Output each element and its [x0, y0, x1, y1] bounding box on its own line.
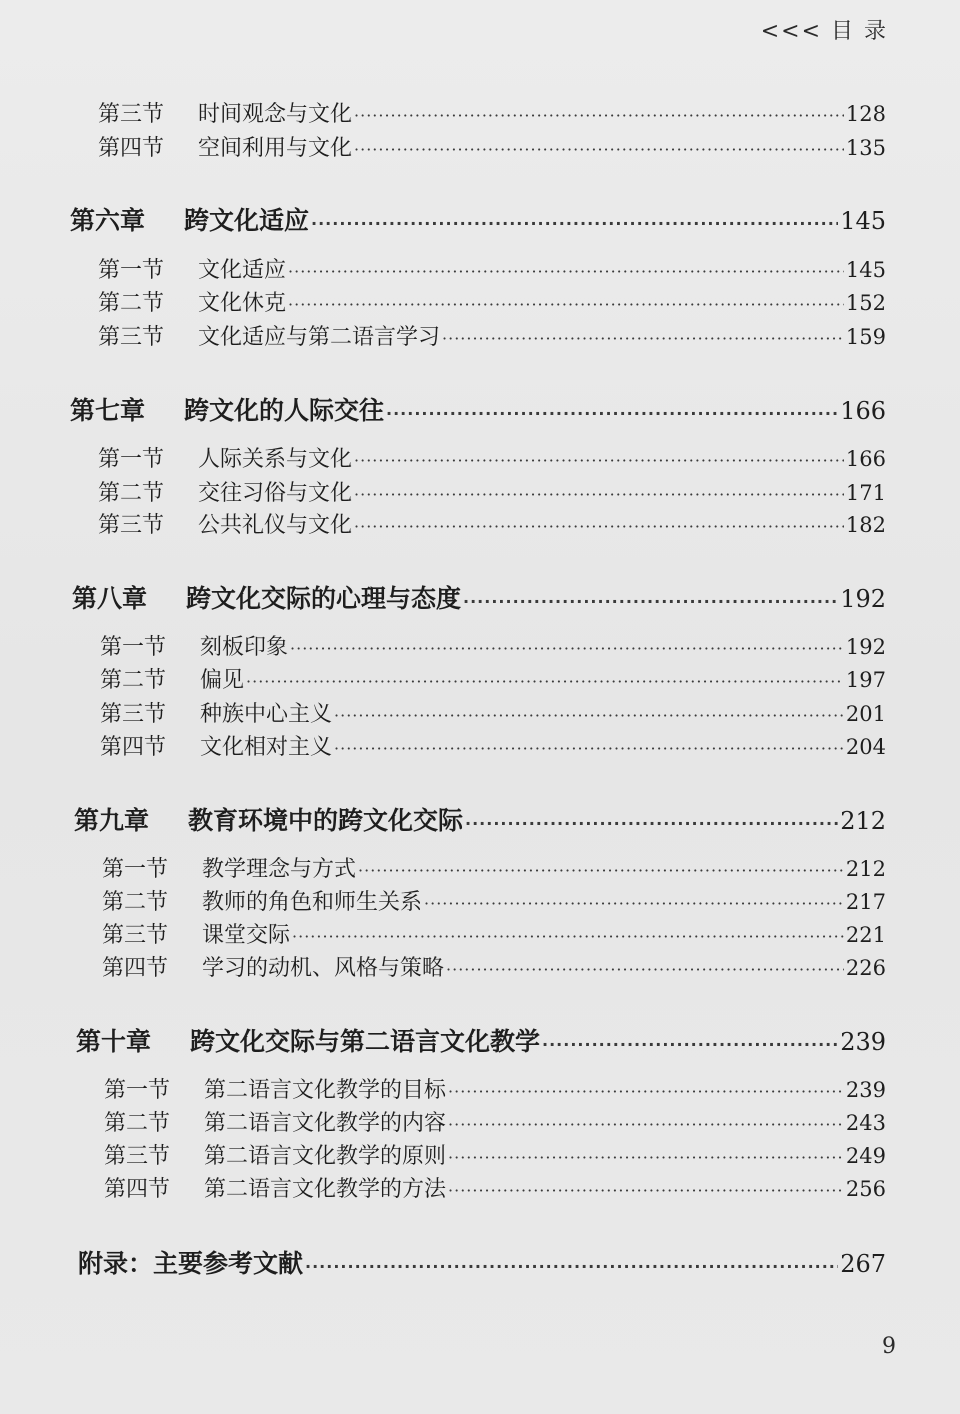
toc-entry-page: 217: [845, 890, 886, 914]
leader-dots: [448, 1181, 844, 1200]
leader-dots: [354, 451, 844, 470]
leader-dots: [448, 1115, 844, 1134]
toc-chapter[interactable]: [70, 391, 886, 427]
toc-chapter-title: 跨文化的人际交往: [184, 396, 385, 425]
toc-entry-number: 第二节: [98, 291, 165, 316]
leader-dots: [288, 295, 844, 314]
toc-entry-title: 时间观念与文化: [198, 102, 353, 127]
toc-entry-title: 空间利用与文化: [198, 136, 353, 161]
toc-entry-title: 第二语言文化教学的内容: [204, 1111, 447, 1136]
leader-dots: [354, 485, 844, 504]
toc-entry-page: 171: [845, 481, 886, 505]
toc-chapter-page: 212: [840, 807, 886, 835]
toc-chapter[interactable]: [76, 1022, 886, 1058]
leader-dots: [446, 960, 844, 979]
leader-dots: [448, 1148, 844, 1167]
toc-entry-number: 第四节: [98, 136, 165, 161]
toc-entry-title: 文化适应: [198, 258, 287, 283]
toc-entry-number: 第一节: [100, 635, 167, 660]
toc-entry-title: 刻板印象: [200, 635, 289, 660]
toc-chapter-title: 跨文化交际的心理与态度: [186, 584, 462, 613]
toc-entry-number: 第一节: [104, 1078, 171, 1103]
leader-dots: [386, 404, 838, 423]
toc-entry[interactable]: [104, 1139, 886, 1170]
leader-dots: [334, 706, 844, 725]
leader-dots: [463, 592, 838, 611]
toc-entry-page: 221: [845, 923, 886, 947]
toc-entry-page: 212: [845, 857, 886, 881]
toc-entry-page: 166: [845, 447, 886, 471]
leader-dots: [288, 262, 844, 281]
toc-entry-page: 159: [845, 325, 886, 349]
toc-entry-title: 种族中心主义: [200, 702, 333, 727]
toc-entry-number: 第一节: [98, 447, 165, 472]
toc-entry-number: 第一节: [102, 857, 169, 882]
toc-entry-page: 145: [845, 258, 886, 282]
toc-entry[interactable]: [104, 1106, 886, 1137]
toc-chapter-number: 第七章: [70, 396, 146, 425]
leader-dots: [311, 214, 838, 233]
toc-entry-page: 239: [845, 1078, 886, 1102]
toc-entry[interactable]: [102, 951, 886, 982]
toc-entry-page: 243: [845, 1111, 886, 1135]
toc-entry-number: 第三节: [98, 513, 165, 538]
toc-entry-number: 第三节: [104, 1144, 171, 1169]
leader-dots: [442, 329, 844, 348]
leader-dots: [354, 140, 844, 159]
toc-chapter-title: 教育环境中的跨文化交际: [188, 806, 464, 835]
toc-chapter-title: 跨文化适应: [184, 206, 310, 235]
toc-entry[interactable]: [102, 852, 886, 883]
toc-chapter-page: 192: [840, 585, 886, 613]
toc-entry[interactable]: [98, 286, 886, 317]
toc-entry-number: 第三节: [100, 702, 167, 727]
toc-entry-title: 第二语言文化教学的目标: [204, 1078, 447, 1103]
toc-entry-page: 249: [845, 1144, 886, 1168]
toc-entry-title: 公共礼仪与文化: [198, 513, 353, 538]
toc-entry-title: 文化休克: [198, 291, 287, 316]
toc-entry-number: 第二节: [100, 668, 167, 693]
toc-entry[interactable]: [98, 508, 886, 539]
toc-entry-title: 学习的动机、风格与策略: [202, 956, 445, 981]
toc-entry-title: 教师的角色和师生关系: [202, 890, 423, 915]
toc-chapter-number: 第六章: [70, 206, 146, 235]
toc-entry-number: 第四节: [104, 1177, 171, 1202]
toc-entry-title: 教学理念与方式: [202, 857, 357, 882]
toc-entry-title: 文化相对主义: [200, 735, 333, 760]
toc-entry-number: 第二节: [102, 890, 169, 915]
leader-dots: [290, 639, 844, 658]
leader-dots: [542, 1035, 838, 1054]
toc-entry[interactable]: [100, 630, 886, 661]
toc-entry-page: 201: [845, 702, 886, 726]
toc-entry-title: 偏见: [200, 668, 245, 693]
toc-entry[interactable]: [102, 885, 886, 916]
toc-entry[interactable]: [100, 697, 886, 728]
leader-dots: [448, 1082, 844, 1101]
toc-entry[interactable]: [98, 476, 886, 507]
leader-dots: [354, 517, 844, 536]
leader-dots: [358, 861, 844, 880]
toc-chapter-number: 第十章: [76, 1027, 152, 1056]
toc-entry-number: 第一节: [98, 258, 165, 283]
toc-chapter-title: 跨文化交际与第二语言文化教学: [190, 1027, 541, 1056]
toc-entry-title: 人际关系与文化: [198, 447, 353, 472]
toc-entry-title: 第二语言文化教学的原则: [204, 1144, 447, 1169]
toc-chapter-number: 第九章: [74, 806, 150, 835]
toc-entry-page: 204: [845, 735, 886, 759]
toc-appendix[interactable]: [78, 1244, 886, 1280]
toc-chapter[interactable]: [70, 201, 886, 237]
toc-entry-page: 182: [845, 513, 886, 537]
toc-chapter[interactable]: [74, 801, 886, 837]
toc-entry[interactable]: [102, 918, 886, 949]
leader-dots: [334, 739, 844, 758]
toc-chapter-page: 145: [840, 207, 886, 235]
toc-entry-number: 第三节: [98, 102, 165, 127]
toc-entry-number: 第三节: [98, 325, 165, 350]
toc-chapter[interactable]: [72, 579, 886, 615]
toc-entry-number: 第四节: [102, 956, 169, 981]
toc-entry-title: 第二语言文化教学的方法: [204, 1177, 447, 1202]
toc-appendix-page: 267: [840, 1250, 886, 1278]
leader-dots: [424, 894, 844, 913]
toc-entry[interactable]: [104, 1073, 886, 1104]
toc-entry-page: 152: [845, 291, 886, 315]
leader-dots: [354, 106, 844, 125]
toc-chapter-number: 第八章: [72, 584, 148, 613]
toc-entry[interactable]: [98, 442, 886, 473]
toc-entry[interactable]: [98, 320, 886, 351]
toc-entry[interactable]: [100, 730, 886, 761]
leader-dots: [305, 1257, 838, 1276]
toc-entry-page: 128: [845, 102, 886, 126]
leader-dots: [246, 672, 844, 691]
toc-entry[interactable]: [98, 131, 886, 162]
toc-entry[interactable]: [98, 97, 886, 128]
toc-entry-page: 192: [845, 635, 886, 659]
toc-entry-page: 256: [845, 1177, 886, 1201]
toc-entry-title: 交往习俗与文化: [198, 481, 353, 506]
leader-dots: [292, 927, 844, 946]
toc-chapter-page: 239: [840, 1028, 886, 1056]
toc-entry-page: 135: [845, 136, 886, 160]
page-number: 9: [882, 1334, 896, 1359]
toc-entry[interactable]: [100, 663, 886, 694]
toc-entry-page: 197: [845, 668, 886, 692]
toc-entry-number: 第二节: [104, 1111, 171, 1136]
toc-entry-title: 课堂交际: [202, 923, 291, 948]
toc-entry-page: 226: [845, 956, 886, 980]
toc-appendix-title: 附录：主要参考文献: [78, 1249, 304, 1278]
toc-chapter-page: 166: [840, 397, 886, 425]
toc-entry-number: 第二节: [98, 481, 165, 506]
toc-entry[interactable]: [98, 253, 886, 284]
running-header: <<< 目 录: [760, 19, 888, 44]
toc-entry-number: 第四节: [100, 735, 167, 760]
toc-entry-title: 文化适应与第二语言学习: [198, 325, 441, 350]
leader-dots: [465, 814, 838, 833]
toc-entry[interactable]: [104, 1172, 886, 1203]
toc-entry-number: 第三节: [102, 923, 169, 948]
